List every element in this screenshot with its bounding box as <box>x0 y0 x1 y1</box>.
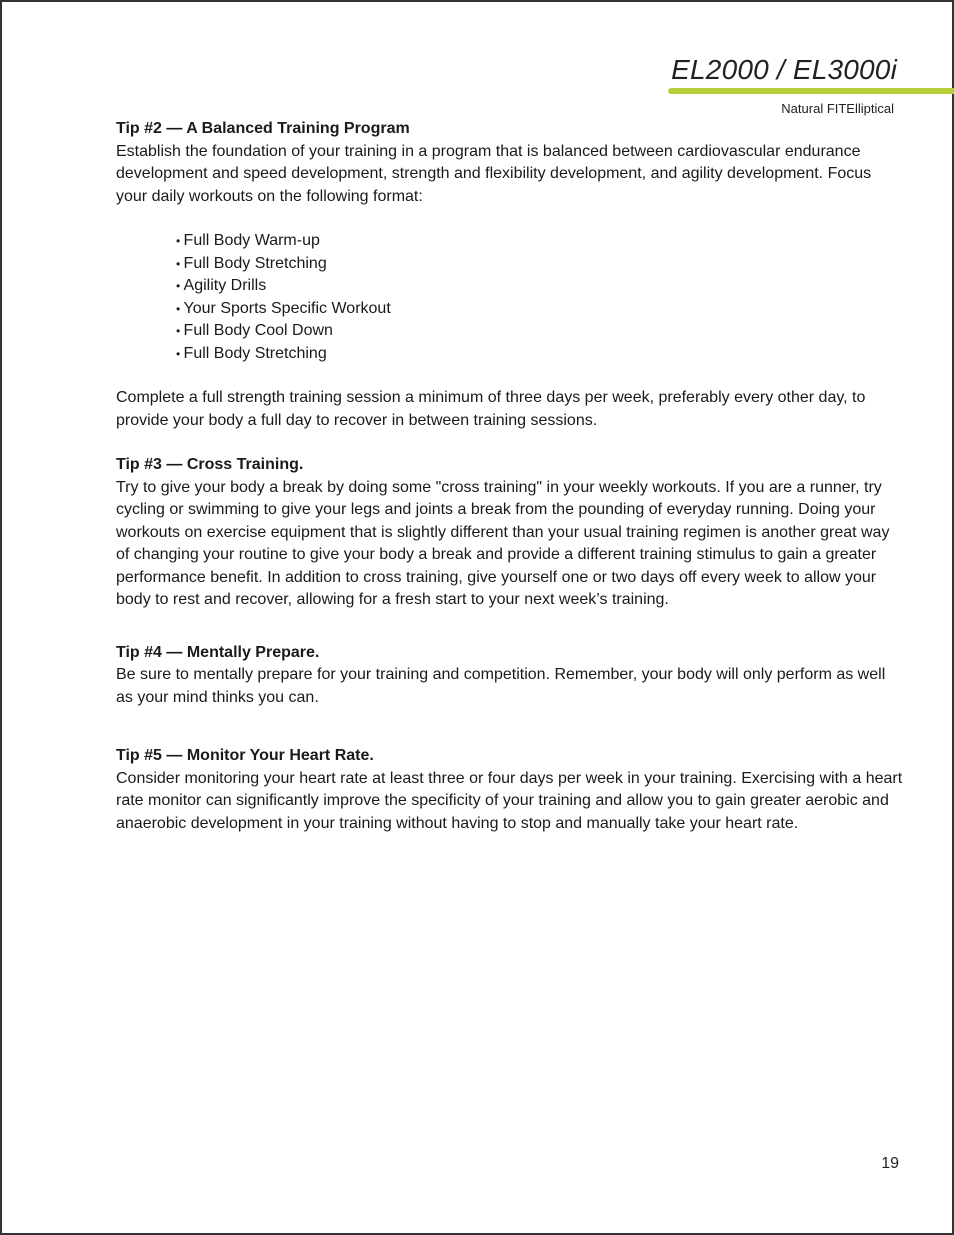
tip-2-section <box>116 118 906 432</box>
page-number: 19 <box>881 1155 899 1172</box>
tip-3-heading: Tip #3 — Cross Training. <box>116 456 304 473</box>
list-item: • Full Body Warm-up <box>176 230 906 253</box>
workout-format-list <box>176 230 906 365</box>
list-item: • Full Body Stretching <box>176 253 906 276</box>
tip-5-body: Consider monitoring your heart rate at least three or four days per week in your training. Exercising with a heart rate monitor can significantly improve the specificity of your training and allow you to gain greater aerobic and anaerobic development in your training without having to stop and manually take your heart rate. <box>116 769 903 832</box>
page-content <box>116 118 906 835</box>
tip-5-heading: Tip #5 — Monitor Your Heart Rate. <box>116 747 374 764</box>
list-item: • Full Body Cool Down <box>176 320 906 343</box>
list-item: • Full Body Stretching <box>176 343 906 366</box>
list-item: • Agility Drills <box>176 275 906 298</box>
tip-5-section <box>116 745 906 835</box>
tip-3-body: Try to give your body a break by doing some "cross training" in your weekly workouts. If you are a runner, try cycling or swimming to give your legs and joints a break from the pounding of everyday running. Doing your workouts on exercise equipment that is slightly different than your usual training regimen is another great way of changing your routine to give your body a break and provide a different training stimulus to gain a greater performance benefit. In addition to cross training, give yourself one or two days off every week to allow your body to rest and recover, allowing for a fresh start to your next week’s training. <box>116 478 890 608</box>
tip-2-closing: Complete a full strength training session a minimum of three days per week, preferably every other day, to provide your body a full day to recover in between training sessions. <box>116 389 866 429</box>
tip-2-intro: Establish the foundation of your training in a program that is balanced between cardiovascular endurance development and speed development, strength and flexibility development, and agility development. Focus your daily workouts on the following format: <box>116 142 872 205</box>
tip-4-section <box>116 642 906 710</box>
tip-4-body: Be sure to mentally prepare for your training and competition. Remember, your body will only perform as well as your mind thinks you can. <box>116 666 886 706</box>
product-subtitle: Natural FITElliptical <box>781 101 894 116</box>
tip-4-heading: Tip #4 — Mentally Prepare. <box>116 643 320 661</box>
list-item: • Your Sports Specific Workout <box>176 298 906 321</box>
tip-2-heading: Tip #2 — A Balanced Training Program <box>116 120 410 137</box>
header-accent-bar <box>668 88 954 94</box>
model-title: EL2000 / EL3000i <box>671 54 897 85</box>
tip-3-section <box>116 454 906 612</box>
